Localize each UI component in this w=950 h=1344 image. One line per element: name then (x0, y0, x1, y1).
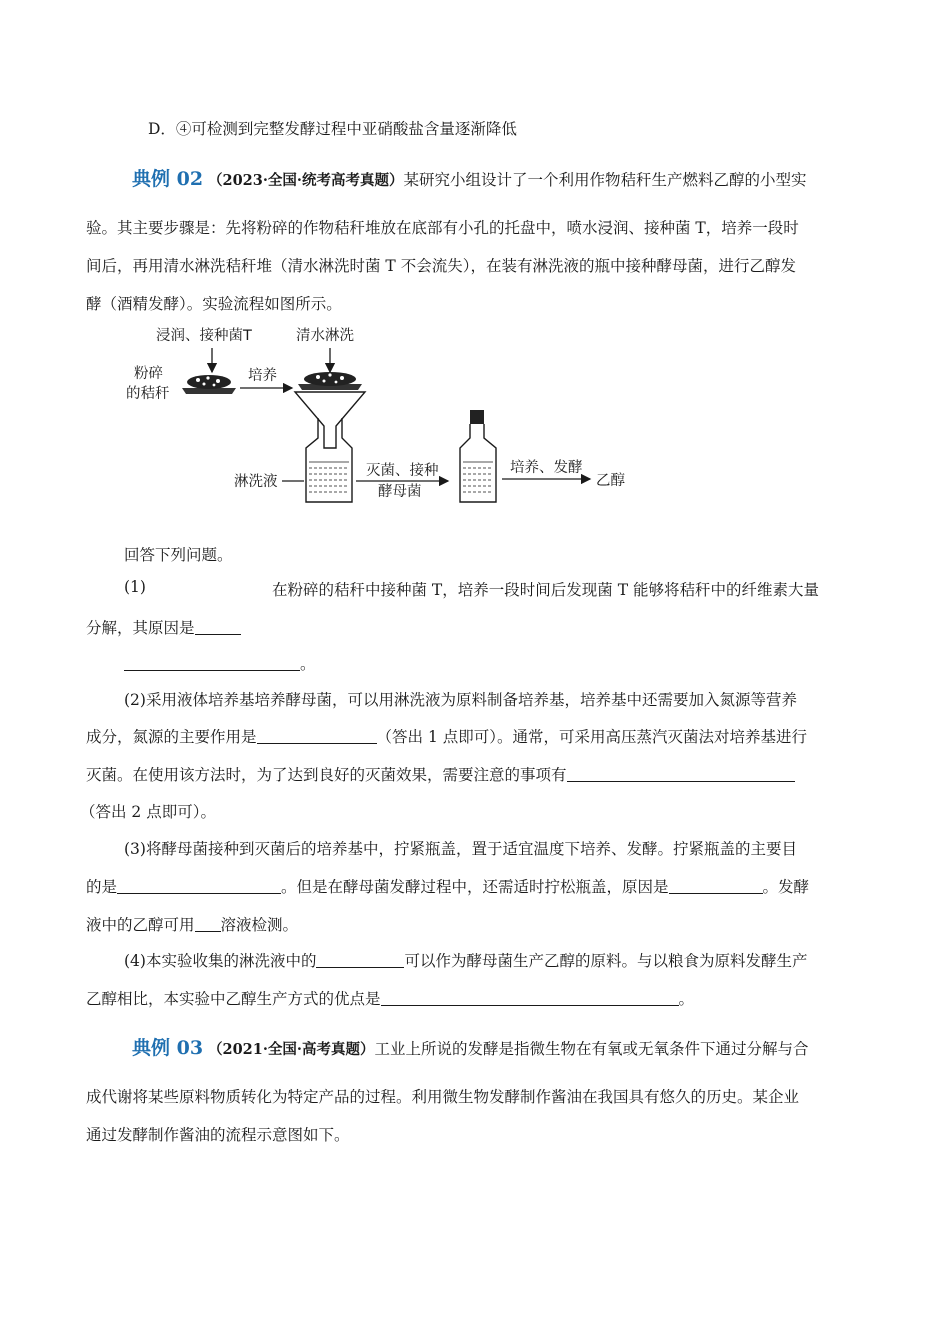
q4-line-1 (124, 949, 807, 971)
q3-answer-blank-a[interactable] (117, 878, 281, 895)
label-culture-ferment: 培养、发酵 (510, 460, 583, 476)
q2-text-a: 成分，氮源的主要作用是 (86, 728, 257, 746)
q3-line-1: (3)将酵母菌接种到灭菌后的培养基中，拧紧瓶盖，置于适宜温度下培养、发酵。拧紧瓶盖的主要目 (124, 840, 797, 858)
q3-text-e: 溶液检测。 (220, 916, 299, 934)
q3-text-a: 的是 (86, 878, 118, 896)
q4-answer-blank-a[interactable] (316, 952, 404, 969)
example-02-text-4: 酵（酒精发酵）。实验流程如图所示。 (86, 295, 342, 313)
q2-line-2 (86, 725, 807, 747)
q2-text-b: （答出 1 点即可）。通常，可采用高压蒸汽灭菌法对培养基进行 (376, 728, 807, 746)
example-02-title: 典例 02 (132, 168, 204, 190)
q4-text-a: (4)本实验收集的淋洗液中的 (124, 952, 317, 970)
label-sterilize-inoculate: 灭菌、接种 (366, 463, 439, 479)
q3-answer-blank-b[interactable] (669, 878, 763, 895)
example-02-source: （2023·全国·统考高考真题） (208, 172, 404, 189)
funnel-icon (295, 392, 365, 448)
q4-text-c: 乙醇相比，本实验中乙醇生产方式的优点是 (86, 990, 381, 1008)
example-03-source: （2021·全国·高考真题） (208, 1041, 375, 1058)
example-02-heading (132, 164, 806, 191)
q1-text: 在粉碎的秸秆中接种菌 T，培养一段时间后发现菌 T 能够将秸秆中的纤维素大量 (272, 581, 819, 599)
option-d: D．④可检测到完整发酵过程中亚硝酸盐含量逐渐降低 (148, 120, 517, 138)
label-culture: 培养 (248, 368, 277, 384)
q4-text-d: 。 (678, 990, 695, 1008)
q2-line-4: （答出 2 点即可）。 (80, 803, 216, 821)
q2-line-3 (86, 763, 795, 785)
experiment-flow-diagram (120, 320, 640, 515)
q2-answer-blank-b[interactable] (567, 766, 795, 783)
example-03-heading (132, 1033, 808, 1060)
label-water-rinse: 清水淋洗 (296, 328, 354, 344)
q3-text-d: 液中的乙醇可用 (86, 916, 195, 934)
example-03-text-3: 通过发酵制作酱油的流程示意图如下。 (86, 1126, 350, 1144)
question-intro: 回答下列问题。 (124, 546, 233, 564)
label-yeast: 酵母菌 (378, 484, 422, 500)
example-02-text-2: 验。其主要步骤是：先将粉碎的作物秸秆堆放在底部有小孔的托盘中，喷水浸润、接种菌 T，培养一段时 (86, 219, 799, 237)
label-soak-inoculate: 浸润、接种菌T (156, 328, 252, 344)
q1-line-2 (86, 616, 241, 638)
q1-number: (1) (124, 578, 146, 596)
example-03-title: 典例 03 (132, 1037, 204, 1059)
q1-answer-blank-a[interactable] (195, 619, 241, 636)
q3-line-2 (86, 875, 809, 897)
q4-text-b: 可以作为酵母菌生产乙醇的原料。与以粮食为原料发酵生产 (404, 952, 808, 970)
q3-text-b: 。但是在酵母菌发酵过程中，还需适时拧松瓶盖，原因是 (281, 878, 669, 896)
q2-line-1: (2)采用液体培养基培养酵母菌，可以用淋洗液为原料制备培养基，培养基中还需要加入氮源等营养 (124, 691, 797, 709)
label-ethanol: 乙醇 (596, 473, 625, 489)
straw-on-funnel-icon (298, 372, 362, 390)
fermentation-bottle-icon (460, 410, 496, 502)
q3-line-3 (86, 913, 298, 935)
example-02-text-1: 某研究小组设计了一个利用作物秸秆生产燃料乙醇的小型实 (403, 171, 807, 189)
label-crushed: 粉碎 (134, 366, 163, 382)
q4-line-2 (86, 987, 694, 1009)
q4-answer-blank-b[interactable] (381, 990, 679, 1007)
label-straw: 的秸秆 (126, 386, 170, 402)
q1-end: 。 (300, 655, 316, 673)
example-02-text-3: 间后，再用清水淋洗秸秆堆（清水淋洗时菌 T 不会流失），在装有淋洗液的瓶中接种酵母菌，进行乙醇发 (86, 257, 796, 275)
q1-line-3 (124, 652, 316, 674)
q2-answer-blank-a[interactable] (257, 728, 377, 745)
q1-text-2: 分解，其原因是 (86, 619, 195, 637)
q3-answer-blank-c[interactable] (195, 916, 221, 933)
q3-text-c: 。发酵 (762, 878, 810, 896)
q2-text-c: 灭菌。在使用该方法时，为了达到良好的灭菌效果，需要注意的事项有 (86, 766, 567, 784)
example-03-text-1: 工业上所说的发酵是指微生物在有氧或无氧条件下通过分解与合 (374, 1040, 809, 1058)
label-rinse-liquid: 淋洗液 (234, 474, 278, 490)
q1-answer-blank-b[interactable] (124, 655, 300, 672)
straw-tray-icon (182, 375, 236, 394)
example-03-text-2: 成代谢将某些原料物质转化为特定产品的过程。利用微生物发酵制作酱油在我国具有悠久的历史。某企业 (86, 1088, 800, 1106)
